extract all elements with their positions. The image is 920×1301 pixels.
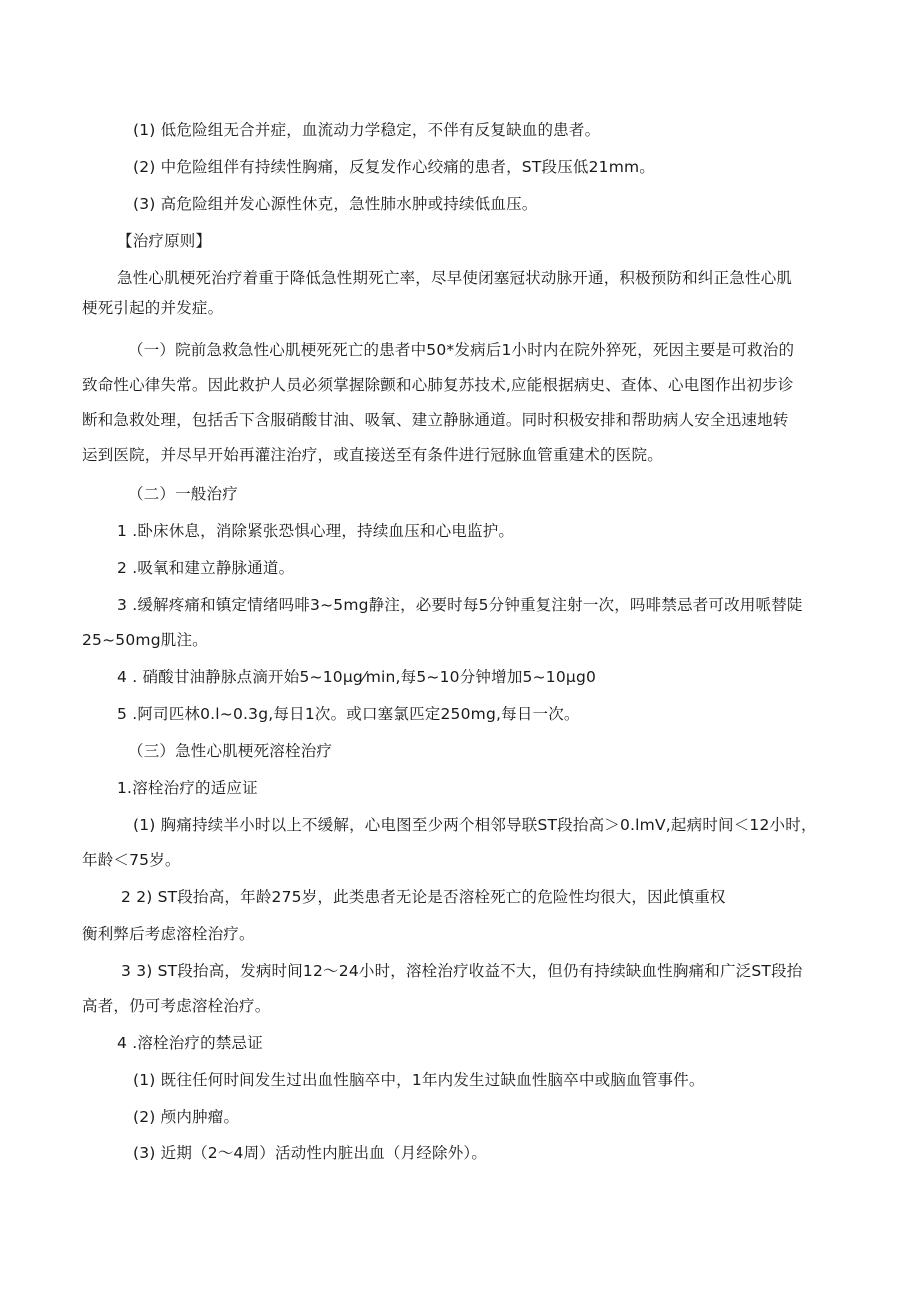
intro-line: 急性心肌梗死治疗着重于降低急性期死亡率，尽早使闭塞冠状动脉开通，积极预防和纠正急性心肌 [117,269,793,287]
general-item: 5 .阿司匹林0.l~0.3g,每日1次。或口塞氯匹定250mg,每日一次。 [117,705,580,723]
prehospital-line: （一）院前急救急性心肌梗死死亡的患者中50*发病后1小时内在院外猝死，死因主要是可救治的 [128,341,795,359]
indication-line: 衡利弊后考虑溶栓治疗。 [82,925,255,943]
section-heading: 【治疗原则】 [117,232,212,250]
prehospital-line: 运到医院，并尽早开始再灌注治疗，或直接送至有条件进行冠脉血管重建术的医院。 [82,446,663,464]
intro-line: 梗死引起的并发症。 [82,299,224,317]
indication-heading: 1.溶栓治疗的适应证 [117,779,258,797]
general-item: 4 . 硝酸甘油静脉点滴开始5~10μg⁄min,每5~10分钟增加5~10μg0 [117,668,597,686]
general-item: 25~50mg肌注。 [82,631,208,649]
indication-line: 3 3) ST段抬高，发病时间12〜24小时，溶栓治疗收益不大，但仍有持续缺血性胸痛和广泛ST段抬 [121,962,803,980]
contraindication-heading: 4 .溶栓治疗的禁忌证 [117,1034,263,1052]
contraindication-line: (1) 既往任何时间发生过出血性脑卒中，1年内发生过缺血性脑卒中或脑血管事件。 [133,1071,705,1089]
thrombolysis-heading: （三）急性心肌梗死溶栓治疗 [128,742,333,760]
indication-line: 2 2) ST段抬高，年龄275岁，此类患者无论是否溶栓死亡的危险性均很大，因此慎重权 [121,888,726,906]
risk-level-low: (1) 低危险组无合并症，血流动力学稳定，不伴有反复缺血的患者。 [133,121,601,139]
contraindication-line: (3) 近期（2〜4周）活动性内脏出血（月经除外）。 [133,1144,488,1162]
indication-line: (1) 胸痛持续半小时以上不缓解，心电图至少两个相邻导联ST段抬高＞0.lmV,起病时间＜12小时， [133,816,817,834]
general-item: 2 .吸氧和建立静脉通道。 [117,559,295,577]
contraindication-line: (2) 颅内肿瘤。 [133,1108,240,1126]
indication-line: 年龄＜75岁。 [82,851,181,869]
general-heading: （二）一般治疗 [128,485,238,503]
risk-level-medium: (2) 中危险组伴有持续性胸痛，反复发作心绞痛的患者，ST段压低21mm。 [133,158,656,176]
general-item: 1 .卧床休息，消除紧张恐惧心理，持续血压和心电监护。 [117,522,515,540]
general-item: 3 .缓解疼痛和镇定情绪吗啡3~5mg静注，必要时每5分钟重复注射一次，吗啡禁忌者可改用哌替陡 [117,596,803,614]
indication-line: 高者，仍可考虑溶栓治疗。 [82,997,271,1015]
prehospital-line: 致命性心律失常。因此救护人员必须掌握除颤和心肺复苏技术,应能根据病史、查体、心电图作出初步诊 [82,376,794,394]
risk-level-high: (3) 高危险组并发心源性休克，急性肺水肿或持续低血压。 [133,195,538,213]
prehospital-line: 断和急救处理，包括舌下含服硝酸甘油、吸氧、建立静脉通道。同时积极安排和帮助病人安全迅速地转 [82,411,789,429]
